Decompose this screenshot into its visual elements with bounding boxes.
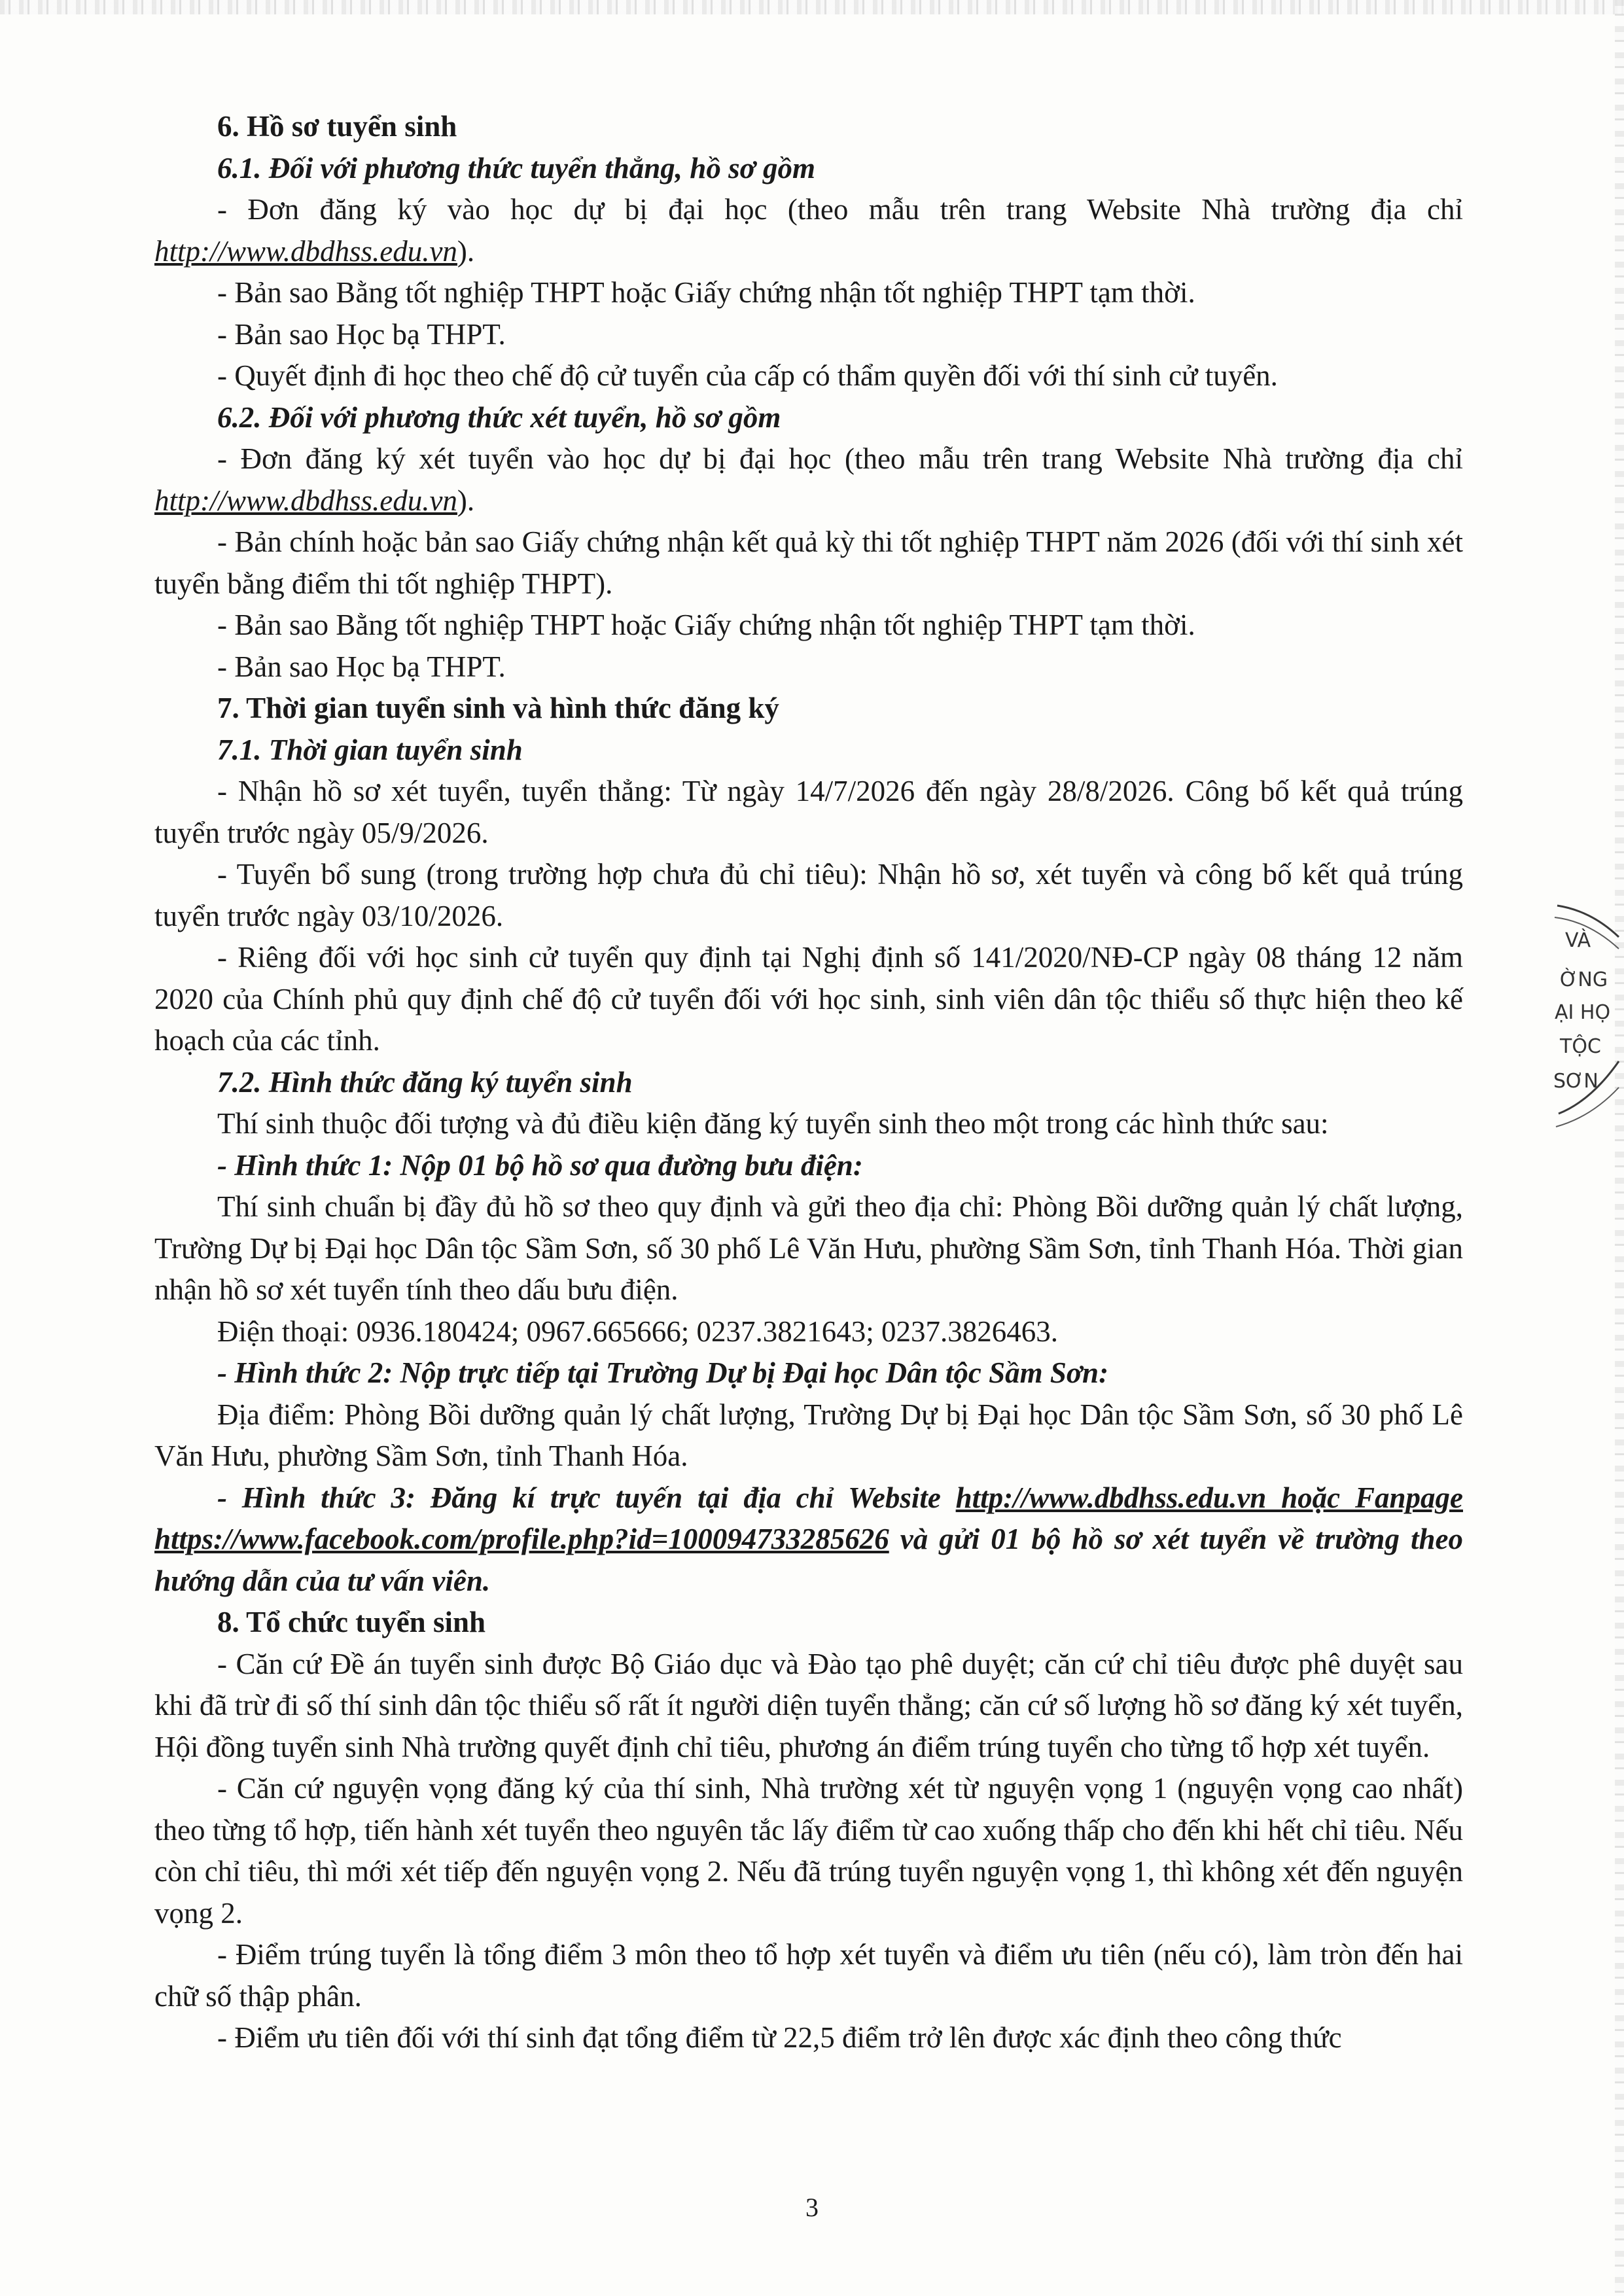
section-8-item-1: - Căn cứ Đề án tuyển sinh được Bộ Giáo dục và Đào tạo phê duyệt; căn cứ chỉ tiêu được phê duyệt sau khi đã trừ đi số thí sinh dân tộc thiểu số rất ít người diện tuyển thẳng; căn cứ số lượng hồ sơ đăng ký xét tuyển, Hội đồng tuyển sinh Nhà trường quyết định chỉ tiêu, phương án điểm trúng tuyển cho từng tổ hợp xét tuyển. [154, 1647, 1463, 1763]
section-7-2-heading: 7.2. Hình thức đăng ký tuyển sinh [217, 1065, 633, 1099]
section-6-2-item-1 [154, 438, 1463, 521]
form-3-paragraph [154, 1477, 1463, 1602]
item-text: - Đơn đăng ký vào học dự bị đại học (theo mẫu trên trang Website Nhà trường địa chỉ [217, 193, 1463, 226]
section-7-1-item-2: - Tuyển bổ sung (trong trường hợp chưa đủ chỉ tiêu): Nhận hồ sơ, xét tuyển và công bố kết quả trúng tuyển trước ngày 03/10/2026. [154, 858, 1463, 932]
section-8-heading: 8. Tổ chức tuyển sinh [217, 1606, 486, 1638]
section-6-heading: 6. Hồ sơ tuyển sinh [217, 110, 457, 143]
section-6-1-item-1 [154, 189, 1463, 272]
form-1-body: Thí sinh chuẩn bị đầy đủ hồ sơ theo quy định và gửi theo địa chỉ: Phòng Bồi dưỡng quản lý chất lượng, Trường Dự bị Đại học Dân tộc Sầm Sơn, số 30 phố Lê Văn Hưu, phường Sầm Sơn, tỉnh Thanh Hóa. Thời gian nhận hồ sơ xét tuyển tính theo dấu bưu điện. [154, 1190, 1463, 1306]
section-6-2-heading: 6.2. Đối với phương thức xét tuyển, hồ sơ gồm [217, 400, 781, 434]
form-1-heading: - Hình thức 1: Nộp 01 bộ hồ sơ qua đường bưu điện: [217, 1148, 863, 1182]
page-number: 3 [805, 2193, 819, 2222]
section-6-2-item-4: - Bản sao Học bạ THPT. [217, 650, 506, 683]
section-6-1-item-3: - Bản sao Học bạ THPT. [217, 317, 506, 351]
section-7-2-intro: Thí sinh thuộc đối tượng và đủ điều kiện đăng ký tuyển sinh theo một trong các hình thức sau: [217, 1107, 1329, 1140]
scan-border-right [1615, 0, 1624, 2296]
form-3-prefix: - Hình thức 3: Đăng kí trực tuyến tại địa chỉ Website [217, 1481, 956, 1514]
seal-text-5: SƠN [1553, 1070, 1598, 1093]
item-text: - Đơn đăng ký xét tuyển vào học dự bị đại học (theo mẫu trên trang Website Nhà trường địa chỉ [217, 442, 1463, 475]
seal-text-4: TỘC [1560, 1035, 1601, 1058]
website-link[interactable]: http://www.dbdhss.edu.vn [154, 484, 457, 517]
section-6-2-item-3: - Bản sao Bằng tốt nghiệp THPT hoặc Giấy chứng nhận tốt nghiệp THPT tạm thời. [217, 609, 1195, 641]
section-6-1-item-2: - Bản sao Bằng tốt nghiệp THPT hoặc Giấy chứng nhận tốt nghiệp THPT tạm thời. [217, 276, 1195, 309]
partial-stamp-seal [1545, 898, 1624, 1146]
section-8-item-2: - Căn cứ nguyện vọng đăng ký của thí sinh, Nhà trường xét từ nguyện vọng 1 (nguyện vọng cao nhất) theo từng tổ hợp, tiến hành xét tuyển theo nguyên tắc lấy điểm từ cao xuống thấp cho đến khi hết chỉ tiêu. Nếu còn chỉ tiêu, thì mới xét tiếp đến nguyện vọng 2. Nếu đã trúng tuyển nguyện vọng 1, thì không xét đến nguyện vọng 2. [154, 1772, 1463, 1930]
section-7-1-heading: 7.1. Thời gian tuyển sinh [217, 733, 523, 766]
form-2-body: Địa điểm: Phòng Bồi dưỡng quản lý chất lượng, Trường Dự bị Đại học Dân tộc Sầm Sơn, số 30 phố Lê Văn Hưu, phường Sầm Sơn, tỉnh Thanh Hóa. [154, 1398, 1463, 1472]
scan-border-top [0, 0, 1624, 14]
section-7-1-item-1: - Nhận hồ sơ xét tuyển, tuyển thẳng: Từ ngày 14/7/2026 đến ngày 28/8/2026. Công bố kết quả trúng tuyển trước ngày 05/9/2026. [154, 775, 1463, 849]
form-2-heading: - Hình thức 2: Nộp trực tiếp tại Trường Dự bị Đại học Dân tộc Sầm Sơn: [217, 1356, 1109, 1389]
section-7-1-item-3: - Riêng đối với học sinh cử tuyển quy định tại Nghị định số 141/2020/NĐ-CP ngày 08 tháng 12 năm 2020 của Chính phủ quy định chế độ cử tuyển đối với học sinh, sinh viên dân tộc thiểu số thực hiện theo kế hoạch của các tỉnh. [154, 941, 1463, 1057]
section-6-1-item-4: - Quyết định đi học theo chế độ cử tuyển của cấp có thẩm quyền đối với thí sinh cử tuyển. [217, 359, 1278, 392]
section-7-heading: 7. Thời gian tuyển sinh và hình thức đăng ký [217, 692, 779, 724]
section-6-2-item-2: - Bản chính hoặc bản sao Giấy chứng nhận kết quả kỳ thi tốt nghiệp THPT năm 2026 (đối với thí sinh xét tuyển bằng điểm thi tốt nghiệp THPT). [154, 525, 1463, 600]
item-end: ). [457, 234, 475, 268]
section-8-item-3: - Điểm trúng tuyển là tổng điểm 3 môn theo tổ hợp xét tuyển và điểm ưu tiên (nếu có), làm tròn đến hai chữ số thập phân. [154, 1938, 1463, 2013]
seal-text-2: ỜNG [1560, 968, 1608, 991]
seal-text-3: ẠI HỌ [1555, 1001, 1611, 1024]
document-body [154, 106, 1463, 2059]
form-3-links[interactable]: http://www.dbdhss.edu.vn hoặc Fanpage https://www.facebook.com/profile.php?id=100094733285626 [154, 1481, 1463, 1555]
website-link[interactable]: http://www.dbdhss.edu.vn [154, 234, 457, 268]
item-end: ). [457, 484, 475, 517]
section-8-item-4: - Điểm ưu tiên đối với thí sinh đạt tổng điểm từ 22,5 điểm trở lên được xác định theo công thức [217, 2021, 1342, 2054]
form-3-suffix: và gửi 01 bộ hồ sơ xét tuyển về trường theo hướng dẫn của tư vấn viên. [154, 1523, 1463, 1597]
section-6-1-heading: 6.1. Đối với phương thức tuyển thẳng, hồ sơ gồm [217, 151, 815, 185]
phone-numbers: Điện thoại: 0936.180424; 0967.665666; 0237.3821643; 0237.3826463. [217, 1315, 1058, 1348]
seal-text-1: VÀ [1565, 929, 1591, 952]
